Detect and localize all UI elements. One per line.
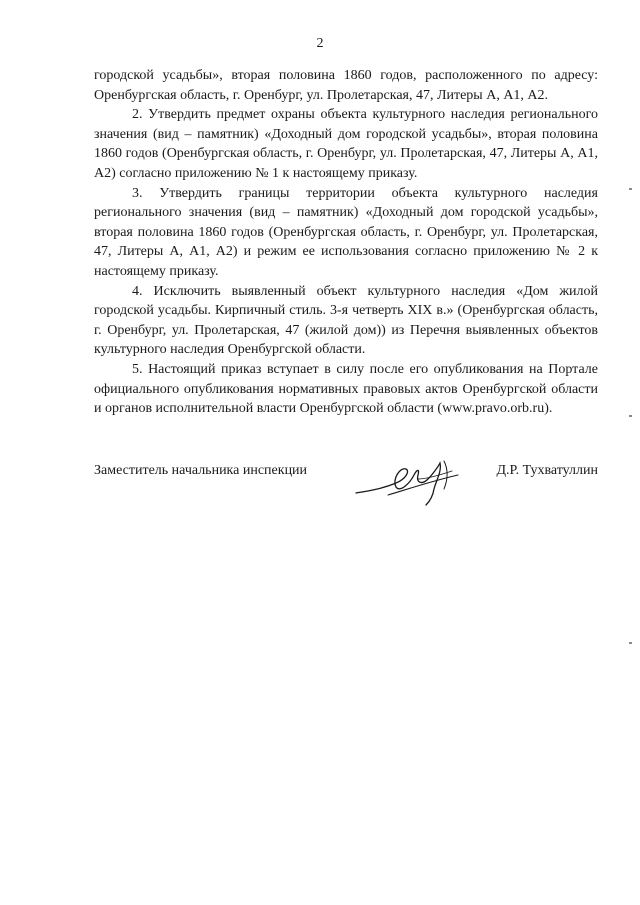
- paragraph-item-2: 2. Утвердить предмет охраны объекта культурного наследия регионального значения (вид – памятник) «Доходный дом городской усадьбы», вторая половина 1860 годов (Оренбургская область, г. Оренбург, ул. Пролетарская, 47, Литеры А, А1, А2) согласно приложению № 1 к настоящему приказу.: [94, 107, 598, 181]
- signatory-name: Д.Р. Тухватуллин: [496, 463, 598, 478]
- scan-artifact: [629, 415, 632, 417]
- paragraph-item-3: 3. Утвердить границы территории объекта культурного наследия регионального значения (вид – памятник) «Доходный дом городской усадьбы», вторая половина 1860 годов (Оренбургская область, г. Оренбург, ул. Пролетарская, 47, Литеры А, А1, А2) и режим ее использования согласно приложению № 2 к настоящему приказу.: [94, 185, 598, 279]
- page-number: 2: [316, 36, 324, 51]
- signatory-title: Заместитель начальника инспекции: [94, 463, 308, 478]
- scan-artifact: [629, 188, 632, 190]
- signature-block: [94, 455, 598, 515]
- scan-artifact: [629, 642, 632, 644]
- handwritten-signature: [348, 449, 468, 509]
- paragraph-continuation: городской усадьбы», вторая половина 1860 годов, расположенного по адресу: Оренбургская область, г. Оренбург, ул. Пролетарская, 47, Литеры А, А1, А2.: [94, 68, 598, 103]
- paragraph-item-4: 4. Исключить выявленный объект культурного наследия «Дом жилой городской усадьбы. Кирпичный стиль. 3-я четверть XIX в.» (Оренбургская область, г. Оренбург, ул. Пролетарская, 47 (жилой дом)) из Перечня выявленных объектов культурного наследия Оренбургской области.: [94, 283, 598, 358]
- document-body: [94, 66, 598, 419]
- paragraph-item-5: 5. Настоящий приказ вступает в силу после его опубликования на Портале официального опубликования нормативных правовых актов Оренбургской области и органов исполнительной власти Оренбургской области (www.pravo.orb.ru).: [94, 361, 598, 417]
